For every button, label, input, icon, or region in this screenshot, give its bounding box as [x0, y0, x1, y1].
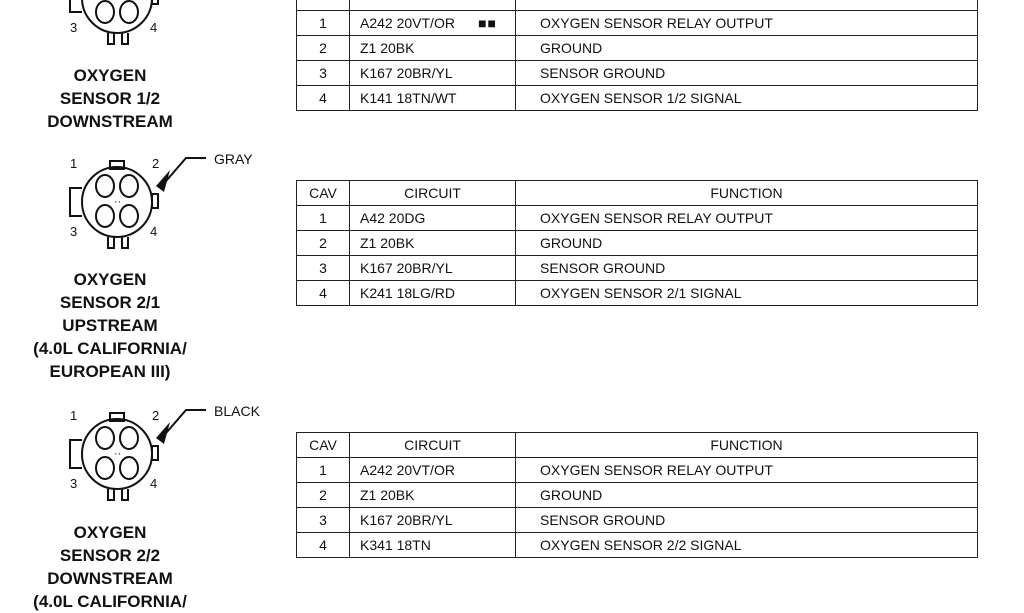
pin-label-4: 4: [150, 224, 158, 239]
header-function: FUNCTION: [516, 433, 978, 458]
table-row: [297, 61, 978, 86]
table-row: [297, 36, 978, 61]
function-cell: GROUND: [516, 36, 978, 61]
circuit-cell: Z1 20BK: [350, 483, 516, 508]
caption-line: SENSOR 1/2: [59, 89, 161, 108]
circuit-cell: K141 18TN/WT: [350, 86, 516, 111]
circuit-cell: K167 20BR/YL: [350, 256, 516, 281]
caption-line: SENSOR 2/2: [59, 546, 161, 565]
caption-line: OXYGEN: [73, 66, 147, 85]
svg-text:··: ··: [114, 448, 122, 460]
circuit-cell: [350, 0, 516, 11]
pin-label-1: 1: [70, 156, 78, 171]
pin-label-2: 2: [152, 408, 160, 423]
table-row: [297, 458, 978, 483]
connector-2-caption: [20, 268, 200, 383]
circuit-cell: [350, 11, 516, 36]
pin-label-4: 4: [150, 476, 158, 491]
table-header-row: [297, 433, 978, 458]
circuit-cell: K341 18TN: [350, 533, 516, 558]
connector-3-pinout-table: [296, 432, 978, 558]
header-circuit: CIRCUIT: [350, 433, 516, 458]
cav-cell: 2: [297, 483, 350, 508]
connector-3-caption: [20, 521, 200, 613]
function-cell: OXYGEN SENSOR RELAY OUTPUT: [516, 206, 978, 231]
pin-label-3: 3: [70, 476, 78, 491]
caption-line: UPSTREAM: [62, 316, 158, 335]
function-cell: SENSOR GROUND: [516, 61, 978, 86]
function-cell: [516, 0, 978, 11]
table-row: [297, 508, 978, 533]
circuit-cell: K167 20BR/YL: [350, 61, 516, 86]
connector-2-pinout-table: [296, 180, 978, 306]
circuit-cell: K167 20BR/YL: [350, 508, 516, 533]
caption-line: (4.0L CALIFORNIA/: [33, 592, 187, 611]
cav-cell: 3: [297, 61, 350, 86]
caption-line: DOWNSTREAM: [47, 569, 173, 588]
table-row: [297, 533, 978, 558]
circuit-cell: K241 18LG/RD: [350, 281, 516, 306]
cav-cell: [297, 0, 350, 11]
cav-cell: 4: [297, 533, 350, 558]
cav-cell: 1: [297, 206, 350, 231]
header-cav: CAV: [297, 181, 350, 206]
table-row: [297, 11, 978, 36]
circuit-cell: A242 20VT/OR: [350, 458, 516, 483]
header-function: FUNCTION: [516, 181, 978, 206]
cav-cell: 4: [297, 281, 350, 306]
function-cell: OXYGEN SENSOR 1/2 SIGNAL: [516, 86, 978, 111]
connector-1-drawing: [40, 0, 200, 50]
table-row: [297, 483, 978, 508]
table-row: [297, 86, 978, 111]
cav-cell: 2: [297, 36, 350, 61]
function-cell: GROUND: [516, 231, 978, 256]
header-cav: CAV: [297, 433, 350, 458]
function-cell: SENSOR GROUND: [516, 508, 978, 533]
caption-line: OXYGEN: [73, 270, 147, 289]
table-row: [297, 256, 978, 281]
table-row: [297, 0, 978, 11]
function-cell: SENSOR GROUND: [516, 256, 978, 281]
function-cell: OXYGEN SENSOR RELAY OUTPUT: [516, 11, 978, 36]
svg-text:··: ··: [114, 196, 122, 208]
pin-label-4: 4: [150, 20, 158, 35]
function-cell: OXYGEN SENSOR RELAY OUTPUT: [516, 458, 978, 483]
table-row: [297, 206, 978, 231]
circuit-marker: ■■: [478, 15, 497, 31]
cav-cell: 3: [297, 508, 350, 533]
caption-line: (4.0L CALIFORNIA/: [33, 339, 187, 358]
pin-label-3: 3: [70, 20, 78, 35]
pin-label-3: 3: [70, 224, 78, 239]
circuit-cell: Z1 20BK: [350, 231, 516, 256]
table-row: [297, 231, 978, 256]
pin-label-2: 2: [152, 156, 160, 171]
caption-line: EUROPEAN III): [49, 362, 171, 381]
cav-cell: 3: [297, 256, 350, 281]
circuit-code: A242 20VT/OR: [360, 15, 455, 31]
table-row: [297, 281, 978, 306]
cav-cell: 1: [297, 11, 350, 36]
cav-cell: 4: [297, 86, 350, 111]
circuit-cell: A42 20DG: [350, 206, 516, 231]
cav-cell: 2: [297, 231, 350, 256]
circuit-cell: Z1 20BK: [350, 36, 516, 61]
function-cell: OXYGEN SENSOR 2/1 SIGNAL: [516, 281, 978, 306]
pin-label-1: 1: [70, 408, 78, 423]
connector-2-color-label: GRAY: [214, 151, 253, 167]
caption-line: SENSOR 2/1: [59, 293, 161, 312]
connector-1-pinout-table: [296, 0, 978, 111]
function-cell: OXYGEN SENSOR 2/2 SIGNAL: [516, 533, 978, 558]
connector-1-caption: [20, 64, 200, 133]
caption-line: DOWNSTREAM: [47, 112, 173, 131]
function-cell: GROUND: [516, 483, 978, 508]
connector-3-color-label: BLACK: [214, 403, 260, 419]
cav-cell: 1: [297, 458, 350, 483]
header-circuit: CIRCUIT: [350, 181, 516, 206]
caption-line: OXYGEN: [73, 523, 147, 542]
table-header-row: [297, 181, 978, 206]
